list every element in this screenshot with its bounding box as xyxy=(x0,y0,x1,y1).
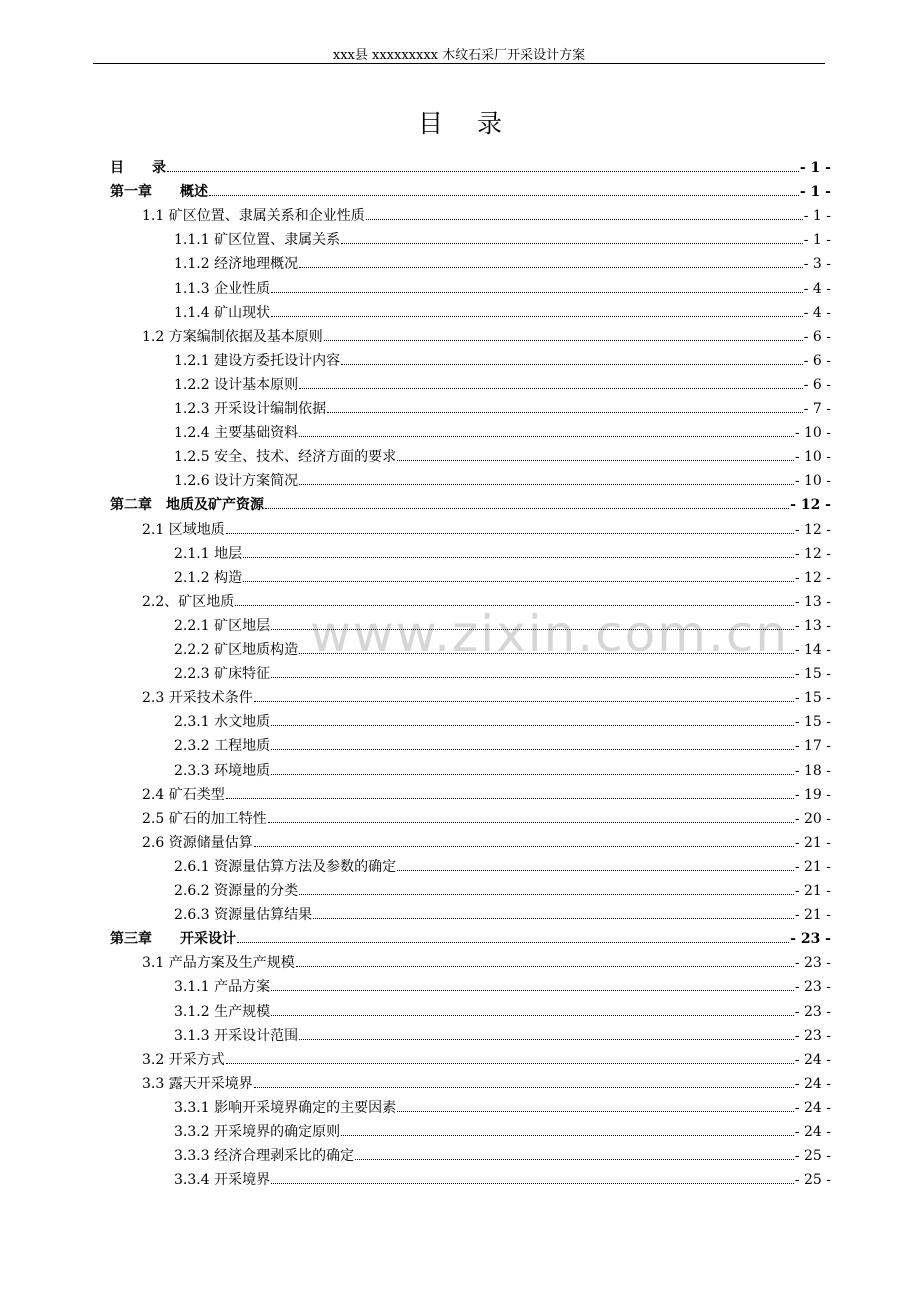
toc-entry[interactable] xyxy=(110,923,831,947)
toc-entry[interactable] xyxy=(110,176,831,200)
header-rule xyxy=(93,63,825,64)
toc-entry[interactable] xyxy=(142,200,831,224)
toc-entry-label: 1.2.3 开采设计编制依据 xyxy=(174,401,327,417)
toc-entry[interactable] xyxy=(174,755,831,779)
toc-entry-page: - 1 - xyxy=(799,160,831,176)
toc-entry-label: 2.4 矿石类型 xyxy=(142,786,225,803)
toc-entry-page: - 21 - xyxy=(794,858,831,875)
toc-entry-label: 1.1.1 矿区位置、隶属关系 xyxy=(174,232,341,249)
toc-leader-dots xyxy=(341,364,803,365)
toc-entry-label: 2.2.3 矿床特征 xyxy=(174,666,271,683)
toc-entry[interactable] xyxy=(174,730,831,754)
toc-leader-dots xyxy=(341,243,803,244)
toc-entry[interactable] xyxy=(174,875,831,899)
toc-entry-page: - 15 - xyxy=(794,690,831,707)
toc-entry[interactable] xyxy=(110,489,831,513)
toc-entry[interactable] xyxy=(174,899,831,923)
toc-entry-label: 目 录 xyxy=(110,160,166,176)
toc-leader-dots xyxy=(235,605,794,606)
toc-leader-dots xyxy=(254,1087,794,1088)
toc-leader-dots xyxy=(271,725,794,726)
toc-entry-label: 2.1.1 地层 xyxy=(174,545,243,562)
toc-entry-page: - 25 - xyxy=(794,1172,831,1189)
toc-leader-dots xyxy=(299,267,803,268)
toc-leader-dots xyxy=(397,870,794,871)
toc-leader-dots xyxy=(209,195,799,196)
toc-entry-page: - 23 - xyxy=(794,1003,831,1020)
toc-entry[interactable] xyxy=(174,996,831,1020)
toc-entry-label: 1.1 矿区位置、隶属关系和企业性质 xyxy=(142,208,365,225)
toc-entry-label: 1.2.2 设计基本原则 xyxy=(174,376,299,393)
toc-entry[interactable] xyxy=(174,634,831,658)
toc-entry[interactable] xyxy=(142,803,831,827)
toc-leader-dots xyxy=(271,629,794,630)
toc-entry-label: 3.3.1 影响开采境界确定的主要因素 xyxy=(174,1099,397,1116)
toc-entry-label: 1.2.1 建设方委托设计内容 xyxy=(174,352,341,369)
toc-entry-label: 1.2 方案编制依据及基本原则 xyxy=(142,328,323,345)
toc-leader-dots xyxy=(167,171,799,172)
toc-entry-page: - 1 - xyxy=(803,232,831,249)
toc-entry-label: 2.3.3 环境地质 xyxy=(174,762,271,779)
toc-entry[interactable] xyxy=(174,224,831,248)
toc-entry-page: - 14 - xyxy=(794,642,831,658)
toc-leader-dots xyxy=(299,653,794,654)
toc-entry[interactable] xyxy=(142,1044,831,1068)
toc-leader-dots xyxy=(271,749,794,750)
toc-entry-page: - 6 - xyxy=(803,376,831,393)
toc-entry-page: - 24 - xyxy=(794,1124,831,1140)
toc-entry[interactable] xyxy=(142,827,831,851)
toc-entry[interactable] xyxy=(142,321,831,345)
toc-entry[interactable] xyxy=(174,562,831,586)
toc-entry-page: - 1 - xyxy=(803,208,831,225)
toc-leader-dots xyxy=(313,918,794,919)
toc-entry-label: 第三章 开采设计 xyxy=(110,931,236,948)
toc-leader-dots xyxy=(271,774,794,775)
toc-entry-page: - 24 - xyxy=(794,1051,831,1068)
toc-entry[interactable] xyxy=(174,369,831,393)
toc-entry-label: 1.1.2 经济地理概况 xyxy=(174,256,299,273)
toc-leader-dots xyxy=(268,822,794,823)
toc-entry-label: 3.3.2 开采境界的确定原则 xyxy=(174,1124,341,1140)
toc-entry-page: - 19 - xyxy=(794,786,831,803)
toc-entry-label: 2.6 资源储量估算 xyxy=(142,834,253,851)
toc-leader-dots xyxy=(243,557,794,558)
toc-entry-page: - 15 - xyxy=(794,666,831,683)
toc-entry-label: 第一章 概述 xyxy=(110,184,208,201)
toc-leader-dots xyxy=(271,1015,794,1016)
toc-leader-dots xyxy=(271,677,794,678)
toc-entry-label: 1.1.3 企业性质 xyxy=(174,280,271,297)
toc-entry-page: - 1 - xyxy=(799,184,831,201)
toc-entry-page: - 23 - xyxy=(794,979,831,996)
toc-entry-label: 2.2.1 矿区地层 xyxy=(174,617,271,634)
toc-entry[interactable] xyxy=(142,514,831,538)
toc-entry-page: - 12 - xyxy=(794,521,831,538)
toc-entry-page: - 24 - xyxy=(794,1099,831,1116)
toc-leader-dots xyxy=(254,846,794,847)
toc-entry-page: - 10 - xyxy=(794,473,831,490)
toc-entry-label: 1.2.4 主要基础资料 xyxy=(174,425,299,442)
toc-leader-dots xyxy=(265,508,789,509)
toc-entry[interactable] xyxy=(174,1116,831,1140)
toc-leader-dots xyxy=(254,701,794,702)
toc-leader-dots xyxy=(324,340,803,341)
toc-entry[interactable] xyxy=(174,393,831,417)
toc-entry[interactable] xyxy=(174,1020,831,1044)
toc-entry[interactable] xyxy=(174,971,831,995)
toc-entry-label: 2.2、矿区地质 xyxy=(142,593,235,610)
toc-entry-label: 3.1.1 产品方案 xyxy=(174,979,271,996)
toc-entry-page: - 15 - xyxy=(794,714,831,731)
toc-leader-dots xyxy=(299,388,803,389)
toc-entry-page: - 6 - xyxy=(803,328,831,345)
toc-entry-page: - 21 - xyxy=(794,907,831,924)
toc-entry-label: 2.3.1 水文地质 xyxy=(174,714,271,731)
toc-leader-dots xyxy=(237,942,789,943)
toc-entry[interactable] xyxy=(174,538,831,562)
toc-entry-page: - 23 - xyxy=(790,931,831,948)
toc-entry[interactable] xyxy=(142,586,831,610)
toc-entry-label: 2.5 矿石的加工特性 xyxy=(142,810,267,827)
toc-entry-label: 2.6.1 资源量估算方法及参数的确定 xyxy=(174,858,397,875)
toc-entry-page: - 4 - xyxy=(803,304,831,321)
toc-entry[interactable] xyxy=(142,682,831,706)
toc-leader-dots xyxy=(226,533,794,534)
toc-entry-label: 3.2 开采方式 xyxy=(142,1051,225,1068)
toc-entry-label: 2.3 开采技术条件 xyxy=(142,690,253,707)
toc-entry-page: - 18 - xyxy=(794,762,831,779)
toc-entry-label: 2.6.3 资源量估算结果 xyxy=(174,907,313,924)
watermark: www.zixin.com.cn xyxy=(310,605,790,663)
toc-entry[interactable] xyxy=(174,248,831,272)
toc-entry-label: 2.2.2 矿区地质构造 xyxy=(174,642,299,658)
toc-leader-dots xyxy=(271,292,803,293)
toc-entry[interactable] xyxy=(174,1140,831,1164)
toc-entry-page: - 23 - xyxy=(794,1027,831,1044)
toc-leader-dots xyxy=(327,412,803,413)
toc-leader-dots xyxy=(355,1159,794,1160)
toc-entry-label: 2.1.2 构造 xyxy=(174,569,243,586)
toc-leader-dots xyxy=(296,966,794,967)
toc-entry[interactable] xyxy=(174,297,831,321)
toc-entry[interactable] xyxy=(142,779,831,803)
toc-leader-dots xyxy=(243,581,794,582)
toc-entry-label: 1.2.6 设计方案简况 xyxy=(174,473,299,490)
toc-entry[interactable] xyxy=(174,465,831,489)
toc-entry-page: - 21 - xyxy=(794,834,831,851)
toc-entry-page: - 6 - xyxy=(803,352,831,369)
toc-leader-dots xyxy=(397,460,794,461)
toc-entry[interactable] xyxy=(110,152,831,176)
toc-entry-page: - 25 - xyxy=(794,1148,831,1165)
toc-leader-dots xyxy=(299,894,794,895)
toc-entry[interactable] xyxy=(174,345,831,369)
toc-leader-dots xyxy=(271,316,803,317)
toc-entry-label: 3.1 产品方案及生产规模 xyxy=(142,955,295,972)
toc-entry-page: - 10 - xyxy=(794,425,831,442)
toc-leader-dots xyxy=(366,219,803,220)
toc-leader-dots xyxy=(271,990,794,991)
toc-leader-dots xyxy=(226,1063,794,1064)
toc-entry-page: - 12 - xyxy=(794,545,831,562)
toc-leader-dots xyxy=(226,798,794,799)
toc-entry-label: 3.3 露天开采境界 xyxy=(142,1075,253,1092)
toc-leader-dots xyxy=(299,484,794,485)
toc-entry-label: 2.3.2 工程地质 xyxy=(174,738,271,755)
toc-entry[interactable] xyxy=(174,1092,831,1116)
toc-leader-dots xyxy=(341,1135,794,1136)
toc-leader-dots xyxy=(397,1111,794,1112)
toc-entry-page: - 12 - xyxy=(794,569,831,586)
toc-leader-dots xyxy=(271,1183,794,1184)
toc-entry-page: - 12 - xyxy=(790,497,831,514)
toc-entry-label: 3.1.3 开采设计范围 xyxy=(174,1027,299,1044)
toc-entry-label: 2.1 区域地质 xyxy=(142,521,225,538)
toc-entry[interactable] xyxy=(174,706,831,730)
toc-entry-label: 2.6.2 资源量的分类 xyxy=(174,883,299,899)
toc-entry[interactable] xyxy=(174,441,831,465)
toc-entry[interactable] xyxy=(174,658,831,682)
toc-leader-dots xyxy=(299,436,794,437)
toc-entry-label: 3.3.4 开采境界 xyxy=(174,1172,271,1189)
toc-entry-page: - 20 - xyxy=(794,810,831,827)
toc-entry-label: 1.2.5 安全、技术、经济方面的要求 xyxy=(174,449,397,466)
toc-entry-page: - 7 - xyxy=(803,401,831,417)
toc-entry-page: - 21 - xyxy=(794,883,831,899)
toc-leader-dots xyxy=(299,1039,794,1040)
toc-entry[interactable] xyxy=(174,273,831,297)
toc-entry[interactable] xyxy=(174,1164,831,1188)
toc-title: 目录 xyxy=(417,109,536,138)
toc-entry[interactable] xyxy=(142,947,831,971)
toc-entry[interactable] xyxy=(174,417,831,441)
toc-entry-page: - 4 - xyxy=(803,280,831,297)
toc-entry[interactable] xyxy=(174,610,831,634)
toc-entry-page: - 24 - xyxy=(794,1075,831,1092)
toc-entry-label: 第二章 地质及矿产资源 xyxy=(110,497,264,514)
toc-entry-label: 3.3.3 经济合理剥采比的确定 xyxy=(174,1148,355,1165)
toc-entry-label: 1.1.4 矿山现状 xyxy=(174,304,271,321)
toc-entry-page: - 17 - xyxy=(794,738,831,755)
toc-entry-page: - 13 - xyxy=(794,593,831,610)
toc-entry-label: 3.1.2 生产规模 xyxy=(174,1003,271,1020)
running-header: xxx县 xxxxxxxxx 木纹石采厂开采设计方案 xyxy=(332,48,586,63)
toc-entry-page: - 13 - xyxy=(794,617,831,634)
toc-entry[interactable] xyxy=(142,1068,831,1092)
toc-entry-page: - 3 - xyxy=(803,256,831,273)
toc-entry[interactable] xyxy=(174,851,831,875)
toc-entry-page: - 10 - xyxy=(794,449,831,466)
toc-entry-page: - 23 - xyxy=(794,955,831,972)
